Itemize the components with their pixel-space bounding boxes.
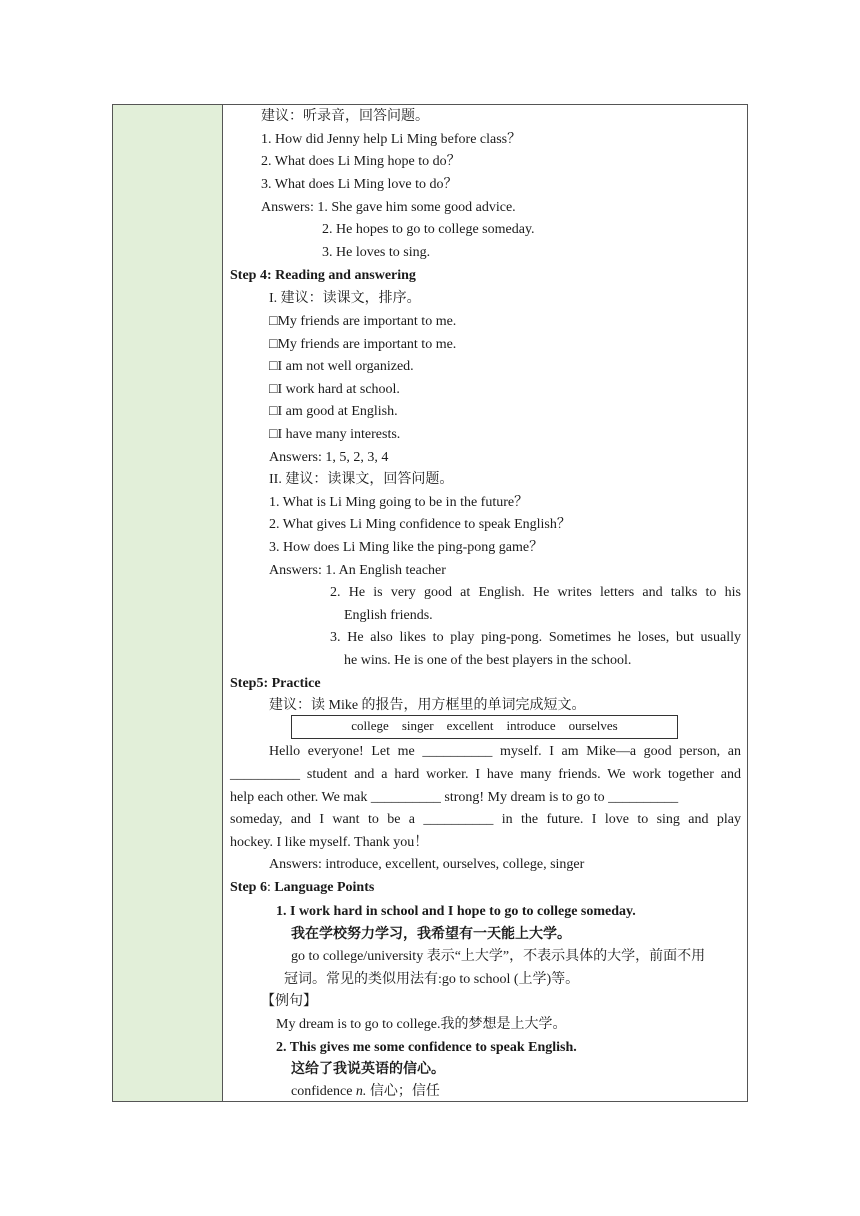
- point1-translation: 我在学校努力学习，我希望有一天能上大学。: [291, 927, 571, 942]
- ordering-item-3: □I am not well organized.: [269, 359, 414, 374]
- lesson-table: [112, 104, 748, 1102]
- ordering-item-1: □My friends are important to me.: [269, 314, 457, 329]
- ordering-item-6: □I have many interests.: [269, 427, 401, 442]
- reading-question-2: 2. What gives Li Ming confidence to speak English？: [269, 517, 571, 532]
- reading-answer-3-line1: 3. He also likes to play ping-pong. Sometimes he loses, but usually: [330, 630, 741, 645]
- step5-heading: Step5: Practice: [230, 676, 321, 691]
- step6-heading-sep: :: [266, 880, 275, 895]
- reading-answer-2-line1: 2. He is very good at English. He writes letters and talks to his: [330, 585, 741, 600]
- point1-note-line1: go to college/university 表示“上大学”，不表示具体的大学，前面不用: [291, 949, 706, 964]
- step4-part1-title: I. 建议：读课文，排序。: [269, 291, 421, 306]
- listening-answers-label: Answers: 1. She gave him some good advice.: [261, 200, 516, 215]
- left-column-cell: [113, 105, 223, 1101]
- content-cell: [224, 105, 747, 1101]
- vocab-meaning: 信心；信任: [366, 1084, 440, 1099]
- point2-sentence: 2. This gives me some confidence to speak English.: [276, 1040, 577, 1055]
- point2-vocab: [291, 1083, 440, 1101]
- reading-answers-label: Answers: 1. An English teacher: [269, 563, 446, 578]
- step6-heading-title: Language Points: [274, 880, 375, 895]
- step5-answers: Answers: introduce, excellent, ourselves, college, singer: [269, 857, 585, 872]
- example-sentence: My dream is to go to college.我的梦想是上大学。: [276, 1017, 567, 1032]
- step5-suggestion: 建议：读 Mike 的报告，用方框里的单词完成短文。: [269, 698, 586, 713]
- step4-part2-title: II. 建议：读课文，回答问题。: [269, 472, 454, 487]
- passage-line-1: Hello everyone! Let me __________ myself. I am Mike—a good person, an: [269, 744, 741, 759]
- example-label: 【例句】: [261, 994, 317, 1009]
- ordering-item-2: □My friends are important to me.: [269, 337, 457, 352]
- reading-question-3: 3. How does Li Ming like the ping-pong game？: [269, 540, 544, 555]
- passage-line-3: help each other. We mak __________ strong! My dream is to go to __________: [230, 790, 679, 805]
- reading-question-1: 1. What is Li Ming going to be in the future？: [269, 495, 529, 510]
- word-box: [291, 715, 678, 739]
- ordering-item-4: □I work hard at school.: [269, 382, 400, 397]
- listening-answer-3: 3. He loves to sing.: [322, 245, 431, 260]
- passage-line-4: someday, and I want to be a __________ in the future. I love to sing and play: [230, 812, 741, 827]
- step4-heading: Step 4: Reading and answering: [230, 268, 416, 283]
- point1-note-line2: 冠词。常见的类似用法有:go to school (上学)等。: [284, 972, 580, 987]
- reading-answer-3-line2: he wins. He is one of the best players in the school.: [344, 653, 632, 668]
- vocab-word: confidence: [291, 1084, 356, 1099]
- point2-translation: 这给了我说英语的信心。: [291, 1062, 445, 1077]
- vocab-pos: n.: [355, 1084, 367, 1099]
- ordering-item-5: □I am good at English.: [269, 404, 398, 419]
- listening-answer-2: 2. He hopes to go to college someday.: [322, 222, 535, 237]
- listening-question-1: 1. How did Jenny help Li Ming before class？: [261, 132, 522, 147]
- step6-heading: [230, 879, 374, 897]
- word-box-words: college singer excellent introduce ourselves: [351, 718, 618, 733]
- listening-question-3: 3. What does Li Ming love to do？: [261, 177, 458, 192]
- ordering-answers: Answers: 1, 5, 2, 3, 4: [269, 450, 389, 465]
- point1-sentence: 1. I work hard in school and I hope to go to college someday.: [276, 904, 636, 919]
- reading-answer-2-line2: English friends.: [344, 608, 433, 623]
- step6-heading-label: Step 6: [230, 880, 267, 895]
- listening-question-2: 2. What does Li Ming hope to do？: [261, 154, 461, 169]
- passage-line-5: hockey. I like myself. Thank you！: [230, 835, 429, 850]
- listening-suggestion: 建议：听录音，回答问题。: [261, 109, 429, 124]
- passage-line-2: __________ student and a hard worker. I have many friends. We work together and: [230, 767, 741, 782]
